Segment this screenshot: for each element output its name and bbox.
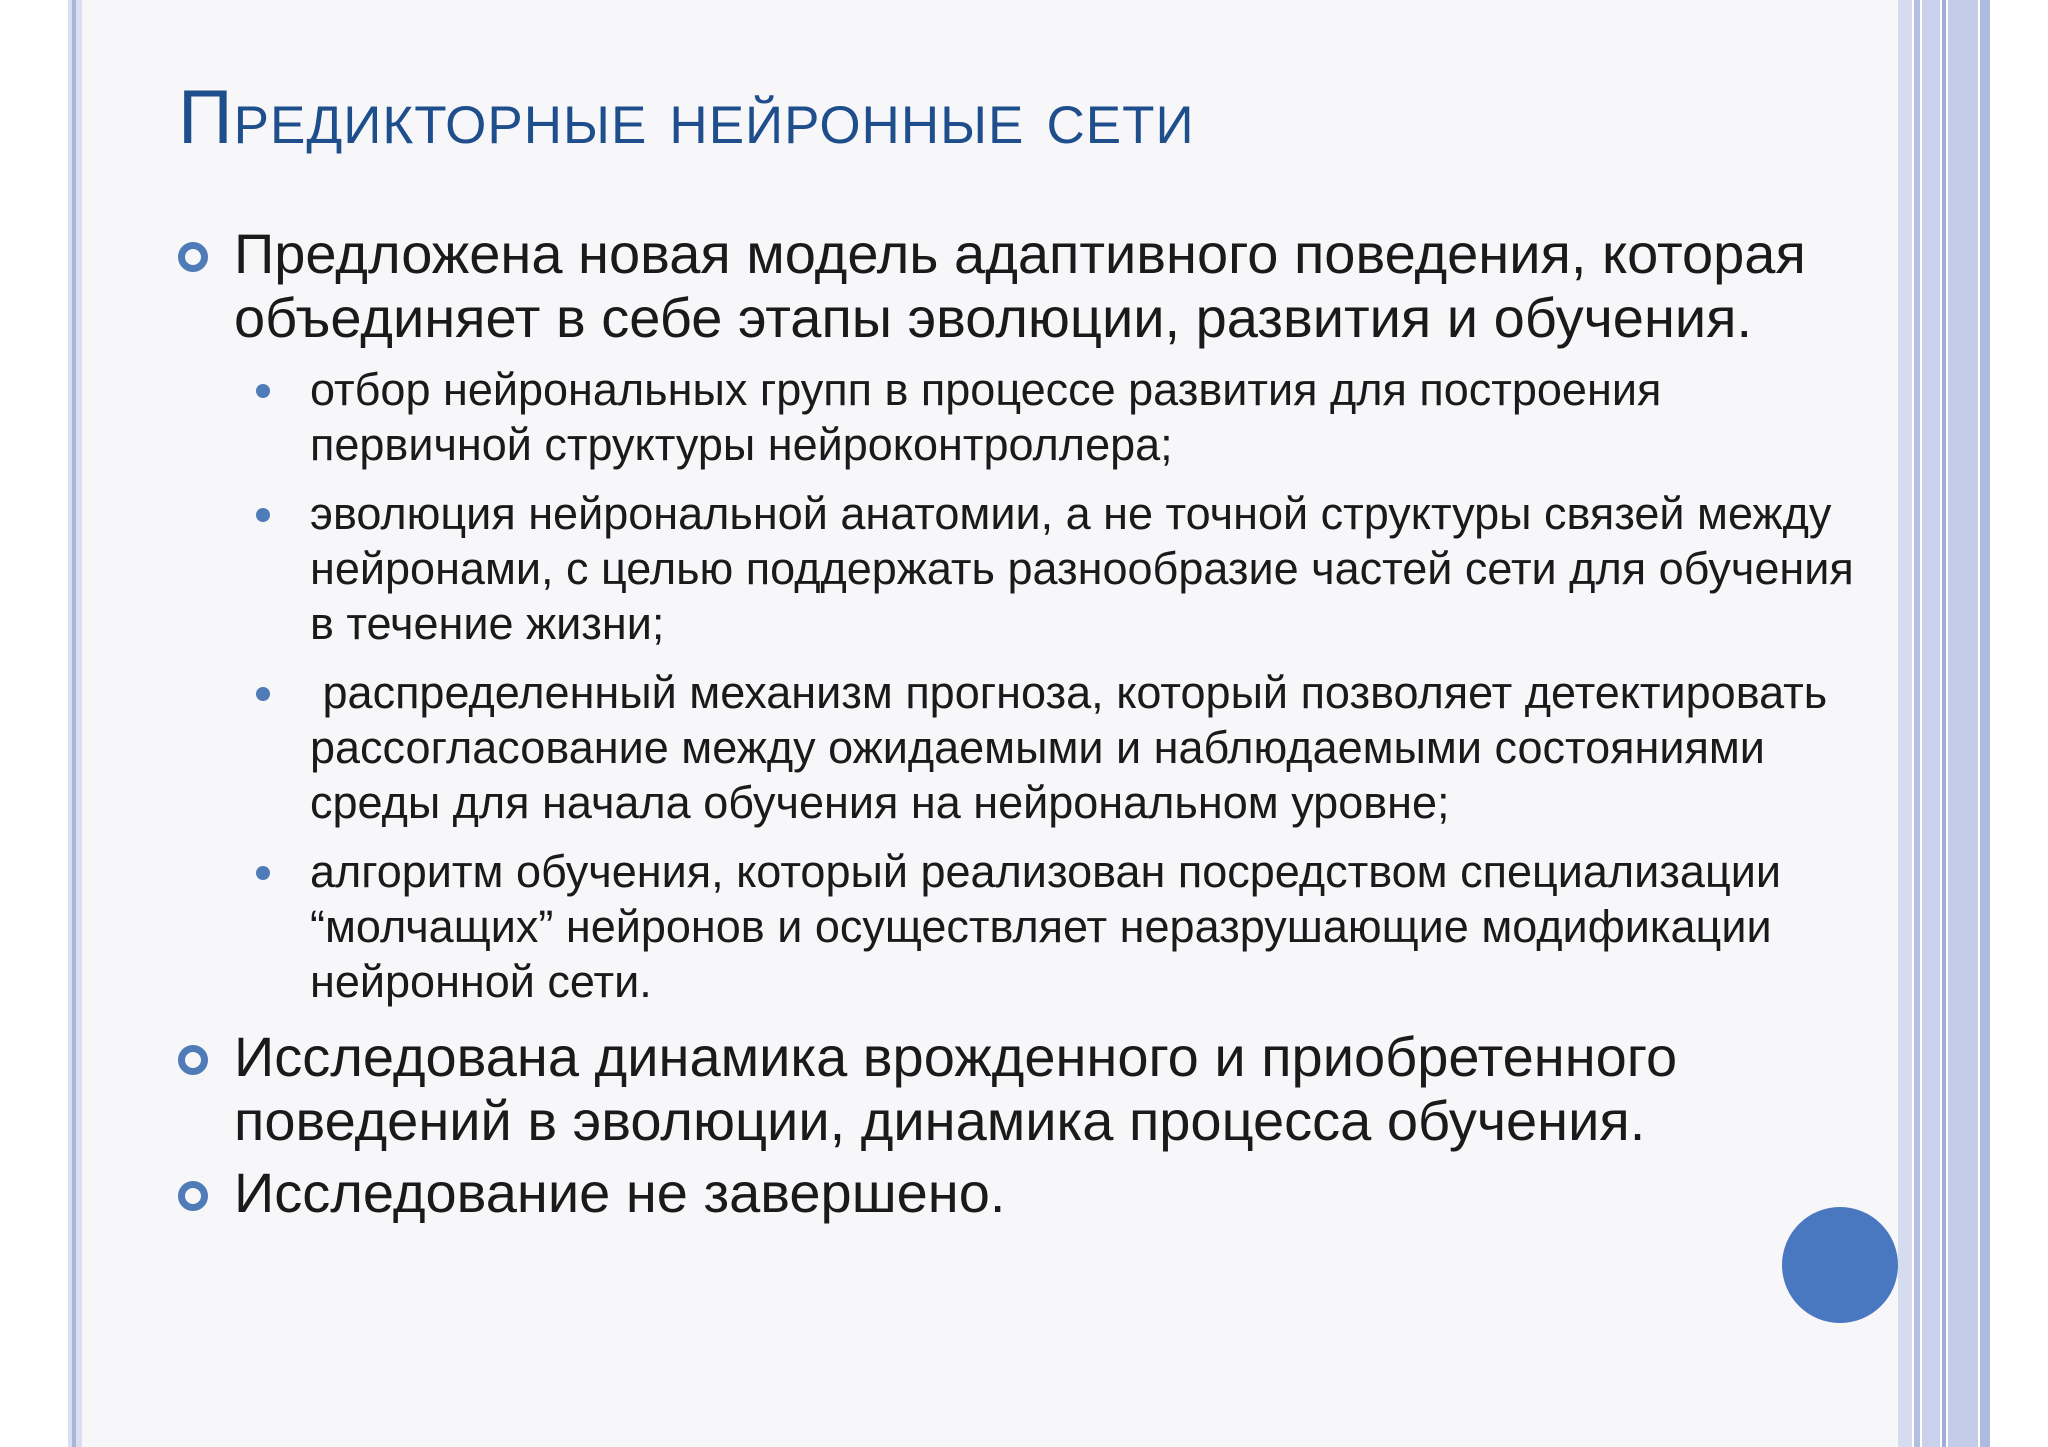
dot-bullet-icon xyxy=(256,687,270,701)
sub-bullet-text: эволюция нейрональной анатомии, а не точной структуры связей между нейронами, с целью поддержать разнообразие частей сети для обучения в течение жизни; xyxy=(310,488,1854,649)
bullet-item xyxy=(178,1025,1878,1153)
bullet-text: Предложена новая модель адаптивного поведения, которая объединяет в себе этапы эволюции, развития и обучения. xyxy=(234,222,1806,349)
ring-bullet-icon xyxy=(178,1181,208,1211)
bullet-item xyxy=(178,1161,1878,1225)
bullet-text: Исследование не завершено. xyxy=(234,1161,1006,1224)
right-margin xyxy=(1992,0,2048,1447)
sub-bullet-list xyxy=(178,362,1878,1009)
slide-title: Предикторные нейронные сети xyxy=(178,75,1195,160)
right-border-stripe xyxy=(1914,0,1920,1447)
slide xyxy=(82,0,1898,1447)
sub-bullet-text: отбор нейрональных групп в процессе развития для построения первичной структуры нейроконтроллера; xyxy=(310,364,1662,470)
dot-bullet-icon xyxy=(256,384,270,398)
ring-bullet-icon xyxy=(178,1045,208,1075)
right-border-stripe xyxy=(1942,0,1946,1447)
sub-bullet-text: распределенный механизм прогноза, который позволяет детектировать рассогласование между ожидаемыми и наблюдаемыми состояниями среды для начала обучения на нейрональном уровне; xyxy=(310,667,1840,828)
sub-bullet-text: алгоритм обучения, который реализован посредством специализации “молчащих” нейронов и осуществляет неразрушающие модификации нейронной сети. xyxy=(310,846,1782,1007)
left-border-line xyxy=(72,0,76,1447)
right-border-stripe xyxy=(1980,0,1990,1447)
dot-bullet-icon xyxy=(256,508,270,522)
sub-bullet-item xyxy=(178,665,1878,830)
bullet-text: Исследована динамика врожденного и приобретенного поведений в эволюции, динамика процесса обучения. xyxy=(234,1025,1678,1152)
sub-bullet-item xyxy=(178,362,1878,472)
right-border-stripe xyxy=(1922,0,1940,1447)
bullet-item xyxy=(178,222,1878,350)
ring-bullet-icon xyxy=(178,242,208,272)
dot-bullet-icon xyxy=(256,866,270,880)
right-border-stripe xyxy=(1948,0,1978,1447)
sub-bullet-item xyxy=(178,844,1878,1009)
sub-bullet-item xyxy=(178,486,1878,651)
decorative-circle xyxy=(1782,1207,1898,1323)
right-border-stripe xyxy=(1898,0,1912,1447)
slide-body xyxy=(178,222,1878,1233)
